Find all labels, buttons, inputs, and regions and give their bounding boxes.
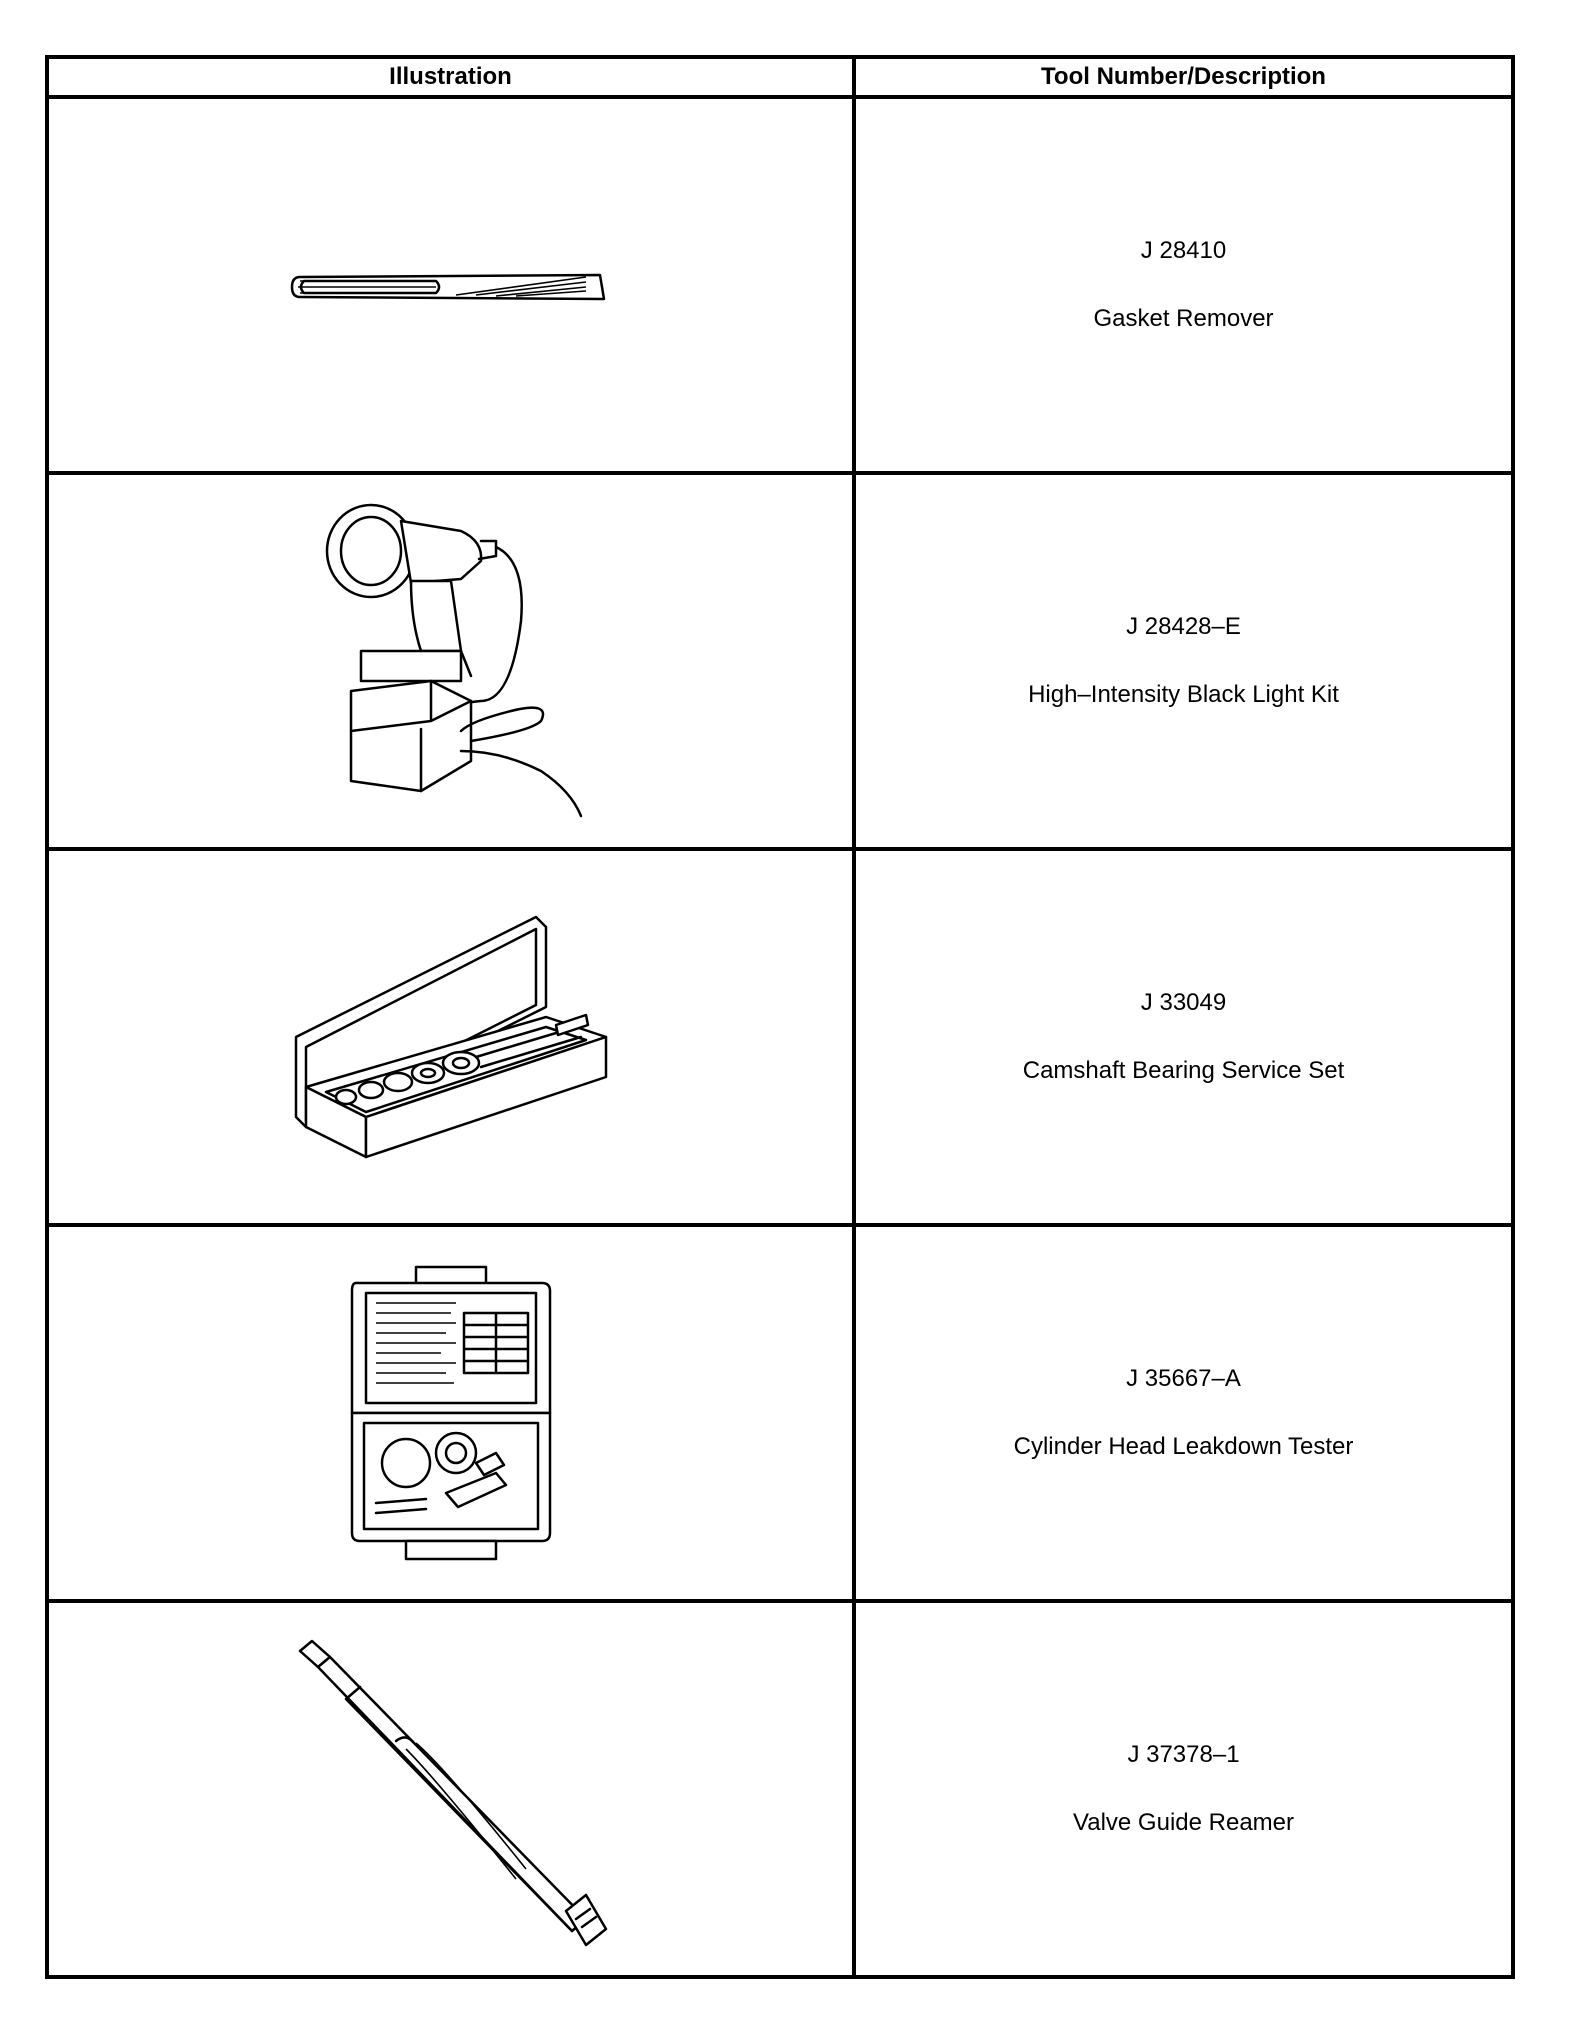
- table-row: [47, 1225, 1513, 1601]
- illustration-cell: [47, 97, 854, 473]
- tool-number: J 37378–1: [1127, 1741, 1240, 1768]
- tool-number: J 28428–E: [1126, 613, 1241, 640]
- tool-number: J 28410: [1140, 237, 1227, 264]
- illustration-cell: [47, 473, 854, 849]
- table-row: [47, 97, 1513, 473]
- tool-description-cell: [854, 97, 1513, 473]
- illustration-cell: [47, 1225, 854, 1601]
- tool-description-cell: [854, 1601, 1513, 1977]
- table-row: [47, 1601, 1513, 1977]
- tool-description-cell: [854, 473, 1513, 849]
- illustration-column-header: Illustration: [47, 57, 854, 97]
- tool-description-cell: [854, 1225, 1513, 1601]
- special-tools-table: [45, 55, 1515, 1979]
- table-header-row: [47, 57, 1513, 97]
- gasket-remover-icon: [286, 255, 616, 315]
- tool-number: J 33049: [1140, 989, 1227, 1016]
- description-column-header: Tool Number/Description: [854, 57, 1513, 97]
- table-row: [47, 473, 1513, 849]
- valve-guide-reamer-icon: [286, 1629, 616, 1949]
- black-light-kit-icon: [311, 501, 591, 821]
- tool-description: Camshaft Bearing Service Set: [1022, 1057, 1345, 1084]
- tool-description: High–Intensity Black Light Kit: [1028, 681, 1339, 708]
- camshaft-bearing-set-icon: [286, 907, 616, 1167]
- tool-description: Valve Guide Reamer: [1073, 1809, 1294, 1836]
- tool-number: J 35667–A: [1126, 1365, 1241, 1392]
- table-row: [47, 849, 1513, 1225]
- tool-description: Cylinder Head Leakdown Tester: [1013, 1433, 1354, 1460]
- tool-description: Gasket Remover: [1093, 305, 1274, 332]
- illustration-cell: [47, 849, 854, 1225]
- leakdown-tester-icon: [346, 1263, 556, 1563]
- tool-description-cell: [854, 849, 1513, 1225]
- illustration-cell: [47, 1601, 854, 1977]
